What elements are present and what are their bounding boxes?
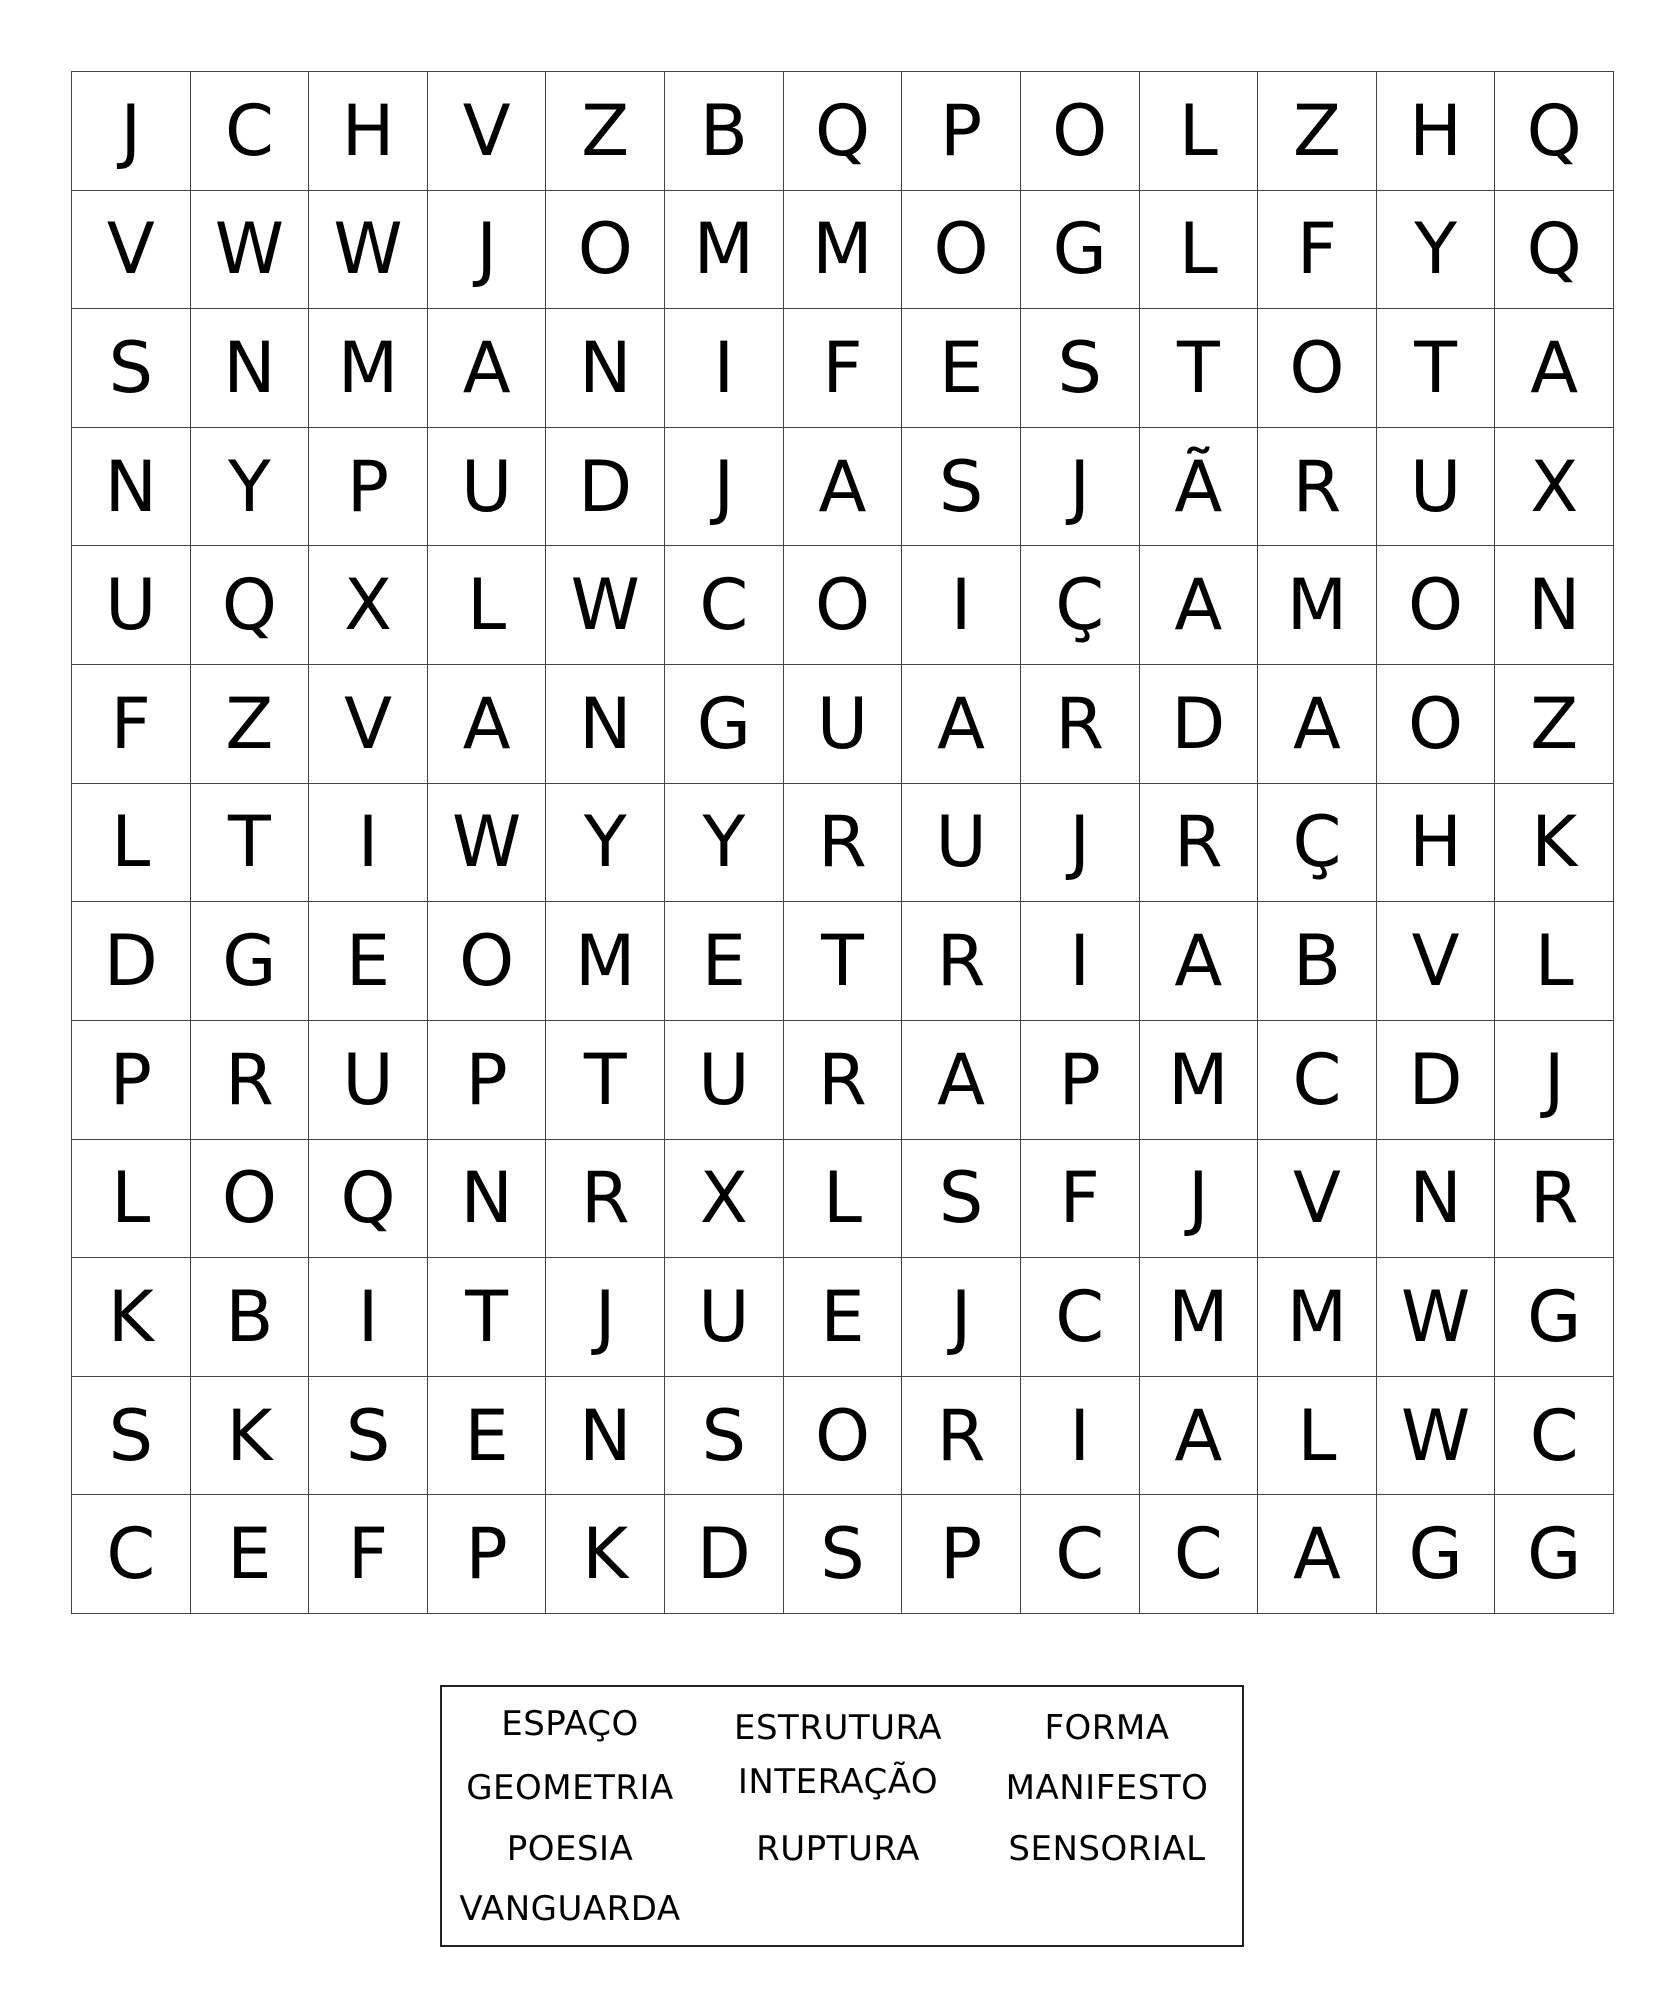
grid-cell: C	[1021, 1495, 1140, 1614]
grid-cell: N	[191, 309, 310, 428]
grid-cell: R	[1495, 1140, 1614, 1259]
grid-cell: A	[1140, 1377, 1259, 1496]
grid-cell: C	[1021, 1258, 1140, 1377]
grid-cell: A	[1258, 665, 1377, 784]
grid-cell: G	[1495, 1495, 1614, 1614]
grid-cell: R	[191, 1021, 310, 1140]
grid-cell: O	[902, 191, 1021, 310]
grid-cell: Q	[1495, 72, 1614, 191]
grid-cell: H	[1377, 784, 1496, 903]
grid-cell: W	[428, 784, 547, 903]
grid-cell: S	[72, 309, 191, 428]
grid-cell: C	[72, 1495, 191, 1614]
grid-cell: V	[309, 665, 428, 784]
grid-cell: T	[1140, 309, 1259, 428]
grid-cell: E	[309, 902, 428, 1021]
grid-cell: I	[1021, 1377, 1140, 1496]
word-forma: FORMA	[1044, 1708, 1170, 1748]
word-poesia: POESIA	[506, 1829, 634, 1869]
grid-cell: C	[1258, 1021, 1377, 1140]
grid-cell: K	[1495, 784, 1614, 903]
grid-cell: O	[1377, 546, 1496, 665]
grid-cell: I	[665, 309, 784, 428]
grid-cell: B	[665, 72, 784, 191]
grid-cell: X	[309, 546, 428, 665]
grid-cell: A	[902, 665, 1021, 784]
grid-cell: S	[309, 1377, 428, 1496]
grid-cell: L	[428, 546, 547, 665]
grid-cell: G	[1021, 191, 1140, 310]
grid-cell: Ç	[1258, 784, 1377, 903]
grid-cell: G	[1377, 1495, 1496, 1614]
grid-cell: S	[902, 1140, 1021, 1259]
grid-cell: X	[1495, 428, 1614, 547]
grid-cell: M	[1258, 546, 1377, 665]
grid-cell: W	[191, 191, 310, 310]
grid-cell: J	[1021, 428, 1140, 547]
grid-cell: J	[1495, 1021, 1614, 1140]
grid-cell: S	[784, 1495, 903, 1614]
grid-cell: Z	[1495, 665, 1614, 784]
grid-cell: S	[665, 1377, 784, 1496]
grid-cell: R	[546, 1140, 665, 1259]
grid-cell: R	[784, 1021, 903, 1140]
grid-cell: P	[902, 1495, 1021, 1614]
grid-cell: Y	[665, 784, 784, 903]
word-sensorial: SENSORIAL	[1008, 1829, 1206, 1869]
grid-cell: Y	[546, 784, 665, 903]
grid-cell: Ç	[1021, 546, 1140, 665]
grid-cell: D	[546, 428, 665, 547]
grid-cell: T	[1377, 309, 1496, 428]
grid-cell: M	[665, 191, 784, 310]
grid-cell: Ã	[1140, 428, 1259, 547]
grid-cell: S	[1021, 309, 1140, 428]
grid-cell: F	[72, 665, 191, 784]
grid-cell: L	[72, 784, 191, 903]
grid-cell: E	[191, 1495, 310, 1614]
grid-cell: J	[428, 191, 547, 310]
grid-cell: O	[1021, 72, 1140, 191]
grid-cell: U	[902, 784, 1021, 903]
grid-cell: F	[309, 1495, 428, 1614]
grid-cell: F	[784, 309, 903, 428]
word-espaco: ESPAÇO	[501, 1704, 639, 1744]
grid-cell: L	[1495, 902, 1614, 1021]
grid-cell: K	[546, 1495, 665, 1614]
grid-cell: A	[1140, 902, 1259, 1021]
grid-cell: S	[902, 428, 1021, 547]
grid-cell: B	[191, 1258, 310, 1377]
grid-cell: B	[1258, 902, 1377, 1021]
grid-cell: N	[546, 309, 665, 428]
grid-cell: U	[72, 546, 191, 665]
grid-cell: U	[428, 428, 547, 547]
grid-cell: D	[1140, 665, 1259, 784]
grid-cell: O	[1377, 665, 1496, 784]
grid-cell: D	[1377, 1021, 1496, 1140]
grid-cell: L	[1140, 191, 1259, 310]
grid-cell: Q	[784, 72, 903, 191]
grid-cell: O	[428, 902, 547, 1021]
grid-cell: H	[309, 72, 428, 191]
grid-cell: A	[428, 665, 547, 784]
word-ruptura: RUPTURA	[756, 1829, 920, 1869]
grid-cell: I	[1021, 902, 1140, 1021]
grid-cell: L	[1140, 72, 1259, 191]
grid-cell: L	[1258, 1377, 1377, 1496]
grid-cell: M	[309, 309, 428, 428]
grid-cell: I	[902, 546, 1021, 665]
grid-cell: P	[1021, 1021, 1140, 1140]
grid-cell: W	[309, 191, 428, 310]
grid-cell: O	[191, 1140, 310, 1259]
grid-cell: R	[902, 902, 1021, 1021]
grid-cell: L	[784, 1140, 903, 1259]
grid-cell: T	[191, 784, 310, 903]
grid-cell: E	[428, 1377, 547, 1496]
grid-cell: W	[1377, 1377, 1496, 1496]
grid-cell: M	[784, 191, 903, 310]
word-manifesto: MANIFESTO	[1005, 1768, 1209, 1808]
grid-cell: E	[665, 902, 784, 1021]
word-geometria: GEOMETRIA	[466, 1768, 674, 1808]
grid-cell: E	[902, 309, 1021, 428]
grid-cell: U	[665, 1258, 784, 1377]
grid-cell: D	[665, 1495, 784, 1614]
grid-cell: R	[902, 1377, 1021, 1496]
grid-cell: K	[191, 1377, 310, 1496]
grid-cell: U	[665, 1021, 784, 1140]
grid-cell: P	[428, 1495, 547, 1614]
grid-cell: T	[784, 902, 903, 1021]
grid-cell: A	[1140, 546, 1259, 665]
grid-cell: A	[428, 309, 547, 428]
grid-cell: Z	[191, 665, 310, 784]
grid-cell: K	[72, 1258, 191, 1377]
grid-cell: C	[1495, 1377, 1614, 1496]
grid-cell: E	[784, 1258, 903, 1377]
grid-cell: T	[546, 1021, 665, 1140]
grid-cell: N	[1495, 546, 1614, 665]
grid-cell: L	[72, 1140, 191, 1259]
grid-cell: J	[902, 1258, 1021, 1377]
grid-cell: P	[309, 428, 428, 547]
grid-cell: P	[72, 1021, 191, 1140]
grid-cell: N	[72, 428, 191, 547]
word-interacao: INTERAÇÃO	[737, 1762, 939, 1802]
grid-cell: V	[1258, 1140, 1377, 1259]
grid-cell: N	[428, 1140, 547, 1259]
grid-cell: M	[546, 902, 665, 1021]
grid-cell: R	[1140, 784, 1259, 903]
grid-cell: C	[191, 72, 310, 191]
grid-cell: G	[191, 902, 310, 1021]
grid-cell: Z	[1258, 72, 1377, 191]
grid-cell: G	[1495, 1258, 1614, 1377]
grid-cell: U	[309, 1021, 428, 1140]
grid-cell: J	[665, 428, 784, 547]
grid-cell: P	[902, 72, 1021, 191]
grid-cell: I	[309, 784, 428, 903]
grid-cell: O	[784, 1377, 903, 1496]
word-search-grid	[71, 71, 1614, 1614]
grid-cell: M	[1140, 1021, 1259, 1140]
grid-cell: J	[1021, 784, 1140, 903]
grid-cell: V	[72, 191, 191, 310]
grid-cell: R	[1021, 665, 1140, 784]
grid-cell: M	[1258, 1258, 1377, 1377]
grid-cell: J	[1140, 1140, 1259, 1259]
grid-cell: Q	[309, 1140, 428, 1259]
grid-cell: D	[72, 902, 191, 1021]
grid-cell: C	[1140, 1495, 1259, 1614]
grid-cell: F	[1258, 191, 1377, 310]
word-estrutura: ESTRUTURA	[733, 1708, 943, 1748]
grid-cell: J	[546, 1258, 665, 1377]
grid-cell: O	[784, 546, 903, 665]
grid-cell: N	[546, 665, 665, 784]
grid-cell: Y	[1377, 191, 1496, 310]
grid-cell: Q	[1495, 191, 1614, 310]
grid-cell: A	[1495, 309, 1614, 428]
word-list-box	[440, 1685, 1244, 1947]
grid-cell: F	[1021, 1140, 1140, 1259]
grid-cell: P	[428, 1021, 547, 1140]
grid-cell: O	[1258, 309, 1377, 428]
grid-cell: S	[72, 1377, 191, 1496]
grid-cell: A	[1258, 1495, 1377, 1614]
grid-cell: H	[1377, 72, 1496, 191]
grid-cell: Y	[191, 428, 310, 547]
grid-cell: U	[784, 665, 903, 784]
grid-cell: R	[1258, 428, 1377, 547]
grid-cell: W	[1377, 1258, 1496, 1377]
grid-cell: G	[665, 665, 784, 784]
grid-cell: N	[546, 1377, 665, 1496]
grid-cell: N	[1377, 1140, 1496, 1259]
grid-cell: J	[72, 72, 191, 191]
word-vanguarda: VANGUARDA	[459, 1889, 681, 1929]
grid-cell: O	[546, 191, 665, 310]
grid-cell: X	[665, 1140, 784, 1259]
grid-cell: M	[1140, 1258, 1259, 1377]
grid-cell: T	[428, 1258, 547, 1377]
grid-cell: V	[428, 72, 547, 191]
grid-cell: C	[665, 546, 784, 665]
grid-cell: U	[1377, 428, 1496, 547]
grid-cell: A	[902, 1021, 1021, 1140]
grid-cell: Q	[191, 546, 310, 665]
grid-cell: I	[309, 1258, 428, 1377]
grid-cell: R	[784, 784, 903, 903]
grid-cell: W	[546, 546, 665, 665]
grid-cell: A	[784, 428, 903, 547]
grid-cell: V	[1377, 902, 1496, 1021]
grid-cell: Z	[546, 72, 665, 191]
